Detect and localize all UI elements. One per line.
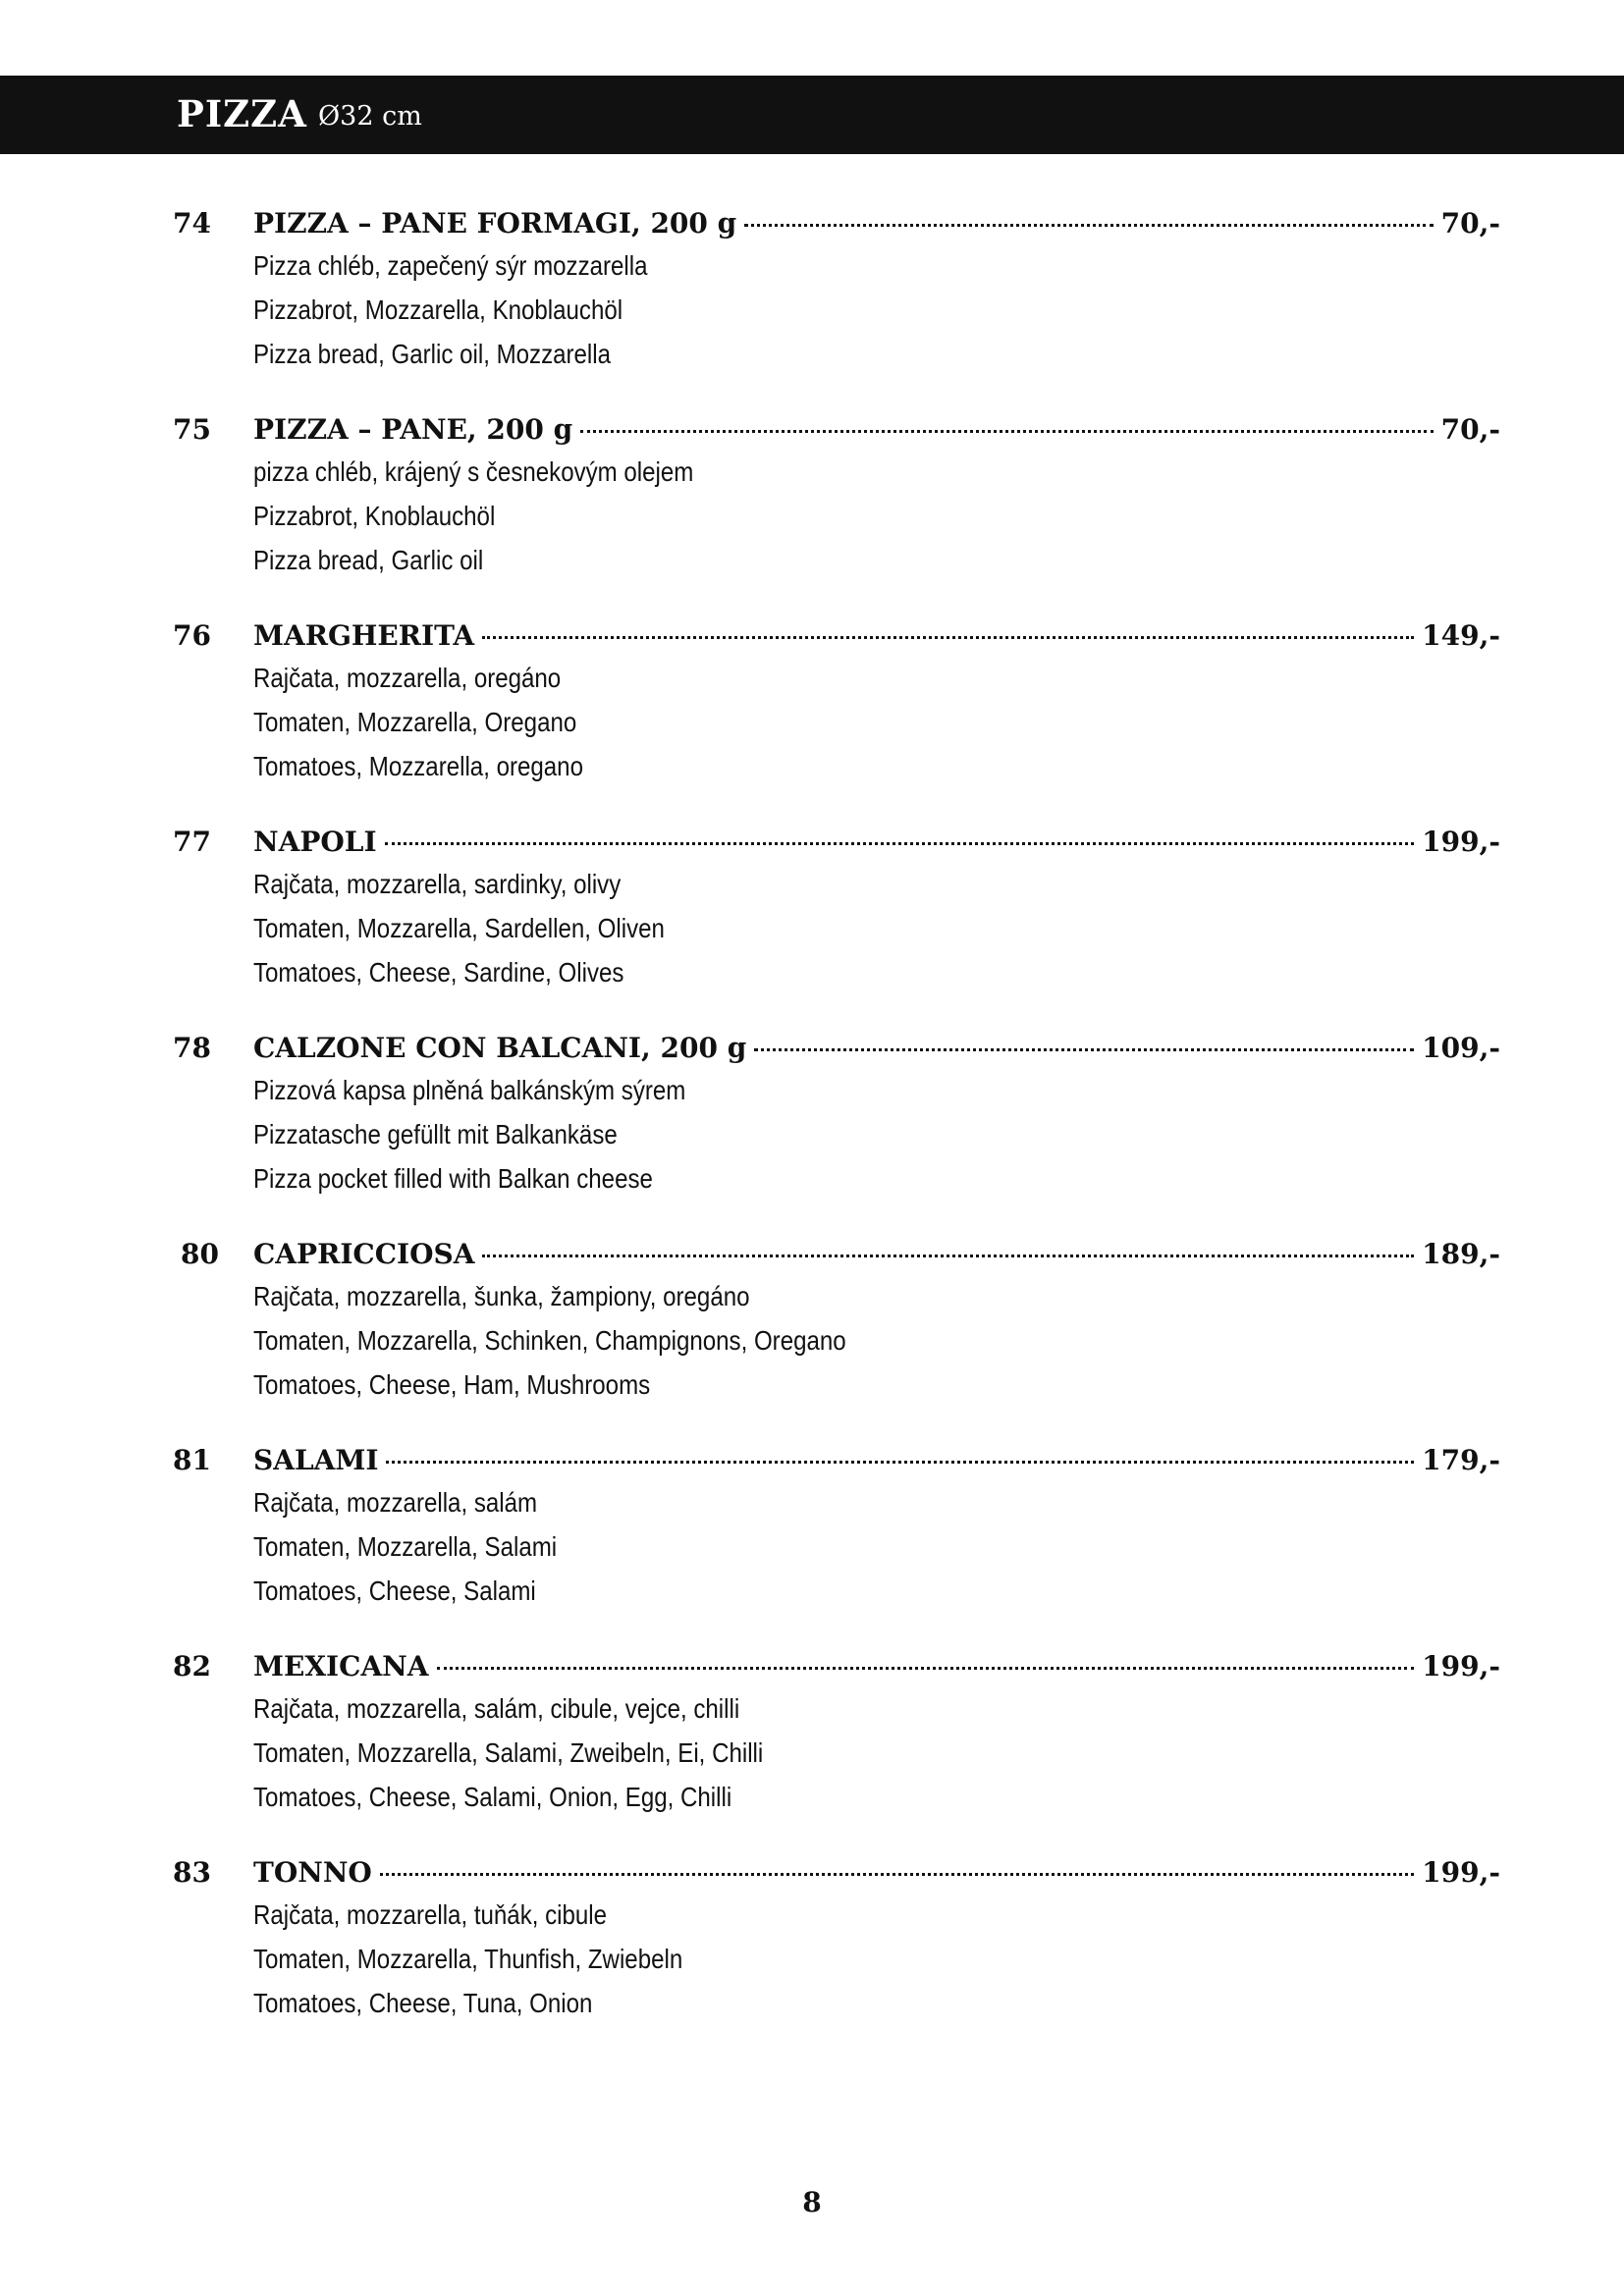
- item-desc-en: Tomatoes, Cheese, Sardine, Olives: [253, 957, 624, 988]
- item-number: 82: [173, 1650, 211, 1682]
- item-desc-de: Tomaten, Mozzarella, Salami: [253, 1531, 558, 1562]
- dot-leader: [482, 1255, 1414, 1257]
- item-desc-en: Tomatoes, Cheese, Salami: [253, 1575, 536, 1606]
- item-price: 199,-: [1422, 1650, 1500, 1682]
- dot-leader: [482, 636, 1414, 639]
- item-name-row: [253, 618, 1500, 654]
- dot-leader: [386, 1461, 1414, 1464]
- page-number: 8: [802, 2186, 822, 2218]
- item-number: 81: [173, 1444, 211, 1476]
- item-number: 80: [181, 1238, 219, 1270]
- item-desc-cs: pizza chléb, krájený s česnekovým olejem: [253, 456, 694, 487]
- item-desc-de: Tomaten, Mozzarella, Sardellen, Oliven: [253, 913, 665, 943]
- dot-leader: [385, 842, 1415, 845]
- item-desc-cs: Rajčata, mozzarella, salám: [253, 1487, 538, 1518]
- item-desc-de: Pizzatasche gefüllt mit Balkankäse: [253, 1119, 618, 1149]
- item-desc-en: Tomatoes, Cheese, Salami, Onion, Egg, Chilli: [253, 1782, 732, 1812]
- item-name-row: [253, 1855, 1500, 1891]
- dot-leader: [744, 224, 1433, 227]
- item-name-row: [253, 1237, 1500, 1272]
- item-name-row: [253, 206, 1500, 241]
- item-name-row: [253, 1649, 1500, 1684]
- item-name: TONNO: [253, 1856, 372, 1889]
- item-price: 70,-: [1440, 413, 1500, 446]
- item-desc-cs: Rajčata, mozzarella, salám, cibule, vejce, chilli: [253, 1693, 740, 1724]
- item-desc-de: Pizzabrot, Knoblauchöl: [253, 501, 496, 531]
- item-desc-de: Tomaten, Mozzarella, Oregano: [253, 707, 577, 737]
- item-desc-de: Tomaten, Mozzarella, Salami, Zweibeln, Ei, Chilli: [253, 1737, 764, 1768]
- item-name: CAPRICCIOSA: [253, 1238, 475, 1270]
- item-name: NAPOLI: [253, 826, 377, 858]
- dot-leader: [754, 1048, 1414, 1051]
- section-title: PIZZA: [177, 92, 307, 135]
- item-desc-de: Pizzabrot, Mozzarella, Knoblauchöl: [253, 294, 623, 325]
- menu-item: [0, 1031, 1624, 1227]
- item-name-row: [253, 825, 1500, 860]
- item-number: 74: [173, 207, 211, 240]
- item-desc-cs: Rajčata, mozzarella, tuňák, cibule: [253, 1899, 608, 1930]
- item-desc-en: Pizza bread, Garlic oil: [253, 545, 484, 575]
- item-number: 83: [173, 1856, 211, 1889]
- item-name-row: [253, 1443, 1500, 1478]
- item-name-row: [253, 1031, 1500, 1066]
- menu-item: [0, 206, 1624, 402]
- dot-leader: [580, 430, 1433, 433]
- menu-item: [0, 825, 1624, 1021]
- item-desc-cs: Pizza chléb, zapečený sýr mozzarella: [253, 250, 648, 281]
- item-desc-cs: Pizzová kapsa plněná balkánským sýrem: [253, 1075, 686, 1105]
- item-name: PIZZA – PANE, 200 g: [253, 413, 573, 446]
- item-name: PIZZA – PANE FORMAGI, 200 g: [253, 207, 737, 240]
- item-desc-en: Pizza bread, Garlic oil, Mozzarella: [253, 339, 612, 369]
- item-desc-de: Tomaten, Mozzarella, Schinken, Champignons, Oregano: [253, 1325, 846, 1356]
- item-name: MARGHERITA: [253, 619, 475, 652]
- item-desc-cs: Rajčata, mozzarella, oregáno: [253, 663, 562, 693]
- item-desc-en: Tomatoes, Cheese, Tuna, Onion: [253, 1988, 593, 2018]
- item-desc-en: Tomatoes, Mozzarella, oregano: [253, 751, 583, 781]
- item-desc-en: Pizza pocket filled with Balkan cheese: [253, 1163, 653, 1194]
- item-price: 199,-: [1422, 1856, 1500, 1889]
- item-name: CALZONE CON BALCANI, 200 g: [253, 1032, 747, 1064]
- item-desc-cs: Rajčata, mozzarella, sardinky, olivy: [253, 869, 622, 899]
- item-price: 70,-: [1440, 207, 1500, 240]
- item-desc-de: Tomaten, Mozzarella, Thunfish, Zwiebeln: [253, 1944, 683, 1974]
- menu-item: [0, 1649, 1624, 1845]
- item-desc-cs: Rajčata, mozzarella, šunka, žampiony, oregáno: [253, 1281, 750, 1311]
- section-size-note: Ø32 cm: [318, 101, 422, 132]
- item-number: 76: [173, 619, 211, 652]
- item-price: 109,-: [1422, 1032, 1500, 1064]
- section-header: [0, 76, 1624, 154]
- menu-item: [0, 1855, 1624, 2052]
- item-desc-en: Tomatoes, Cheese, Ham, Mushrooms: [253, 1369, 651, 1400]
- menu-item: [0, 412, 1624, 609]
- item-price: 179,-: [1422, 1444, 1500, 1476]
- item-name-row: [253, 412, 1500, 448]
- item-number: 75: [173, 413, 211, 446]
- dot-leader: [380, 1873, 1414, 1876]
- item-number: 77: [173, 826, 211, 858]
- dot-leader: [437, 1667, 1415, 1670]
- menu-item: [0, 1443, 1624, 1639]
- item-price: 199,-: [1422, 826, 1500, 858]
- item-name: MEXICANA: [253, 1650, 429, 1682]
- menu-item: [0, 1237, 1624, 1433]
- menu-item: [0, 618, 1624, 815]
- item-price: 149,-: [1422, 619, 1500, 652]
- item-name: SALAMI: [253, 1444, 379, 1476]
- item-price: 189,-: [1422, 1238, 1500, 1270]
- item-number: 78: [173, 1032, 211, 1064]
